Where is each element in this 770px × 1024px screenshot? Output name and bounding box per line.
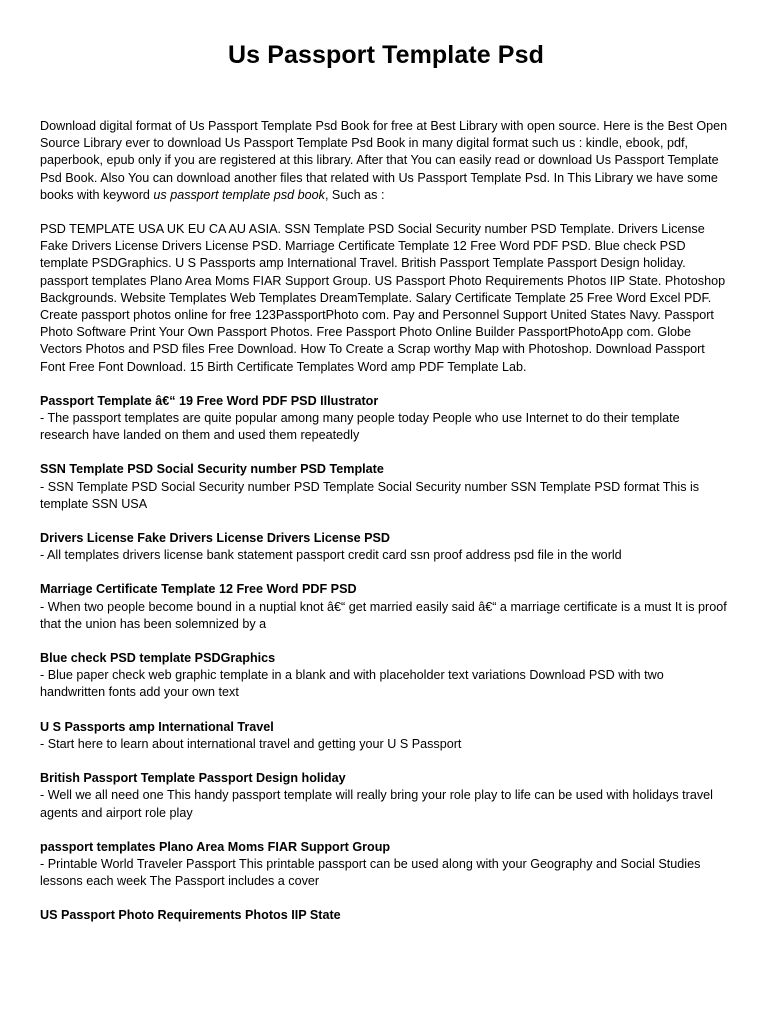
entry-description: - Printable World Traveler Passport This printable passport can be used along with your Geography and Social Studies lessons each week The Passport includes a cover <box>40 856 701 889</box>
entry-title: Marriage Certificate Template 12 Free Word PDF PSD <box>40 582 357 597</box>
keywords-paragraph: PSD TEMPLATE USA UK EU CA AU ASIA. SSN Template PSD Social Security number PSD Template. Drivers License Fake Drivers License Drivers License PSD. Marriage Certificate Template 12 Free Word PDF PSD. Blue check PSD template PSDGraphics. U S Passports amp International Travel. British Passport Template Passport Design holiday. passport templates Plano Area Moms FIAR Support Group. US Passport Photo Requirements Photos IIP State. Photoshop Backgrounds. Website Templates Web Templates DreamTemplate. Salary Certificate Template 25 Free Word Excel PDF. Create passport photos online for free 123PassportPhoto com. Pay and Personnel Support United States Navy. Passport Photo Software Print Your Own Passport Photos. Free Passport Photo Online Builder PassportPhotoApp com. Globe Vectors Photos and PSD files Free Download. How To Create a Scrap worthy Map with Photoshop. Download Passport Font Free Font Download. 15 Birth Certificate Templates Word amp PDF Template Lab. <box>40 222 726 374</box>
entry <box>40 839 732 891</box>
entry-title: passport templates Plano Area Moms FIAR Support Group <box>40 839 391 854</box>
entry <box>40 581 732 633</box>
entry-description: - Blue paper check web graphic template in a blank and with placeholder text variations Download PSD with two handwritten fonts add your own text <box>40 668 664 700</box>
entry-description: - SSN Template PSD Social Security number PSD Template Social Security number SSN Template PSD format This is template SSN USA <box>40 479 700 511</box>
entry-description: - The passport templates are quite popular among many people today People who use Internet to do their template research have landed on them and used them repeatedly <box>40 411 680 443</box>
entry-title: Blue check PSD template PSDGraphics <box>40 651 276 666</box>
entry-title: Drivers License Fake Drivers License Drivers License PSD <box>40 531 391 546</box>
entry-description: - All templates drivers license bank statement passport credit card ssn proof address psd file in the world <box>40 548 622 563</box>
entry <box>40 719 732 753</box>
intro-text-before: Download digital format of Us Passport Template Psd Book for free at Best Library with open source. Here is the Best Open Source Library ever to download Us Passport Template Psd Book in many digital format such us : kindle, ebook, pdf, paperbook, epub only if you are registered at this library. After that You can easily read or download Us Passport Template Psd Book. Also You can download another files that related with Us Passport Template Psd. In This Library we have some books with keyword <box>40 119 728 202</box>
intro-paragraph <box>40 118 732 204</box>
entry-title: SSN Template PSD Social Security number PSD Template <box>40 462 384 477</box>
entry <box>40 907 732 924</box>
intro-text-after: , Such as : <box>324 187 385 202</box>
entry-title: British Passport Template Passport Design holiday <box>40 771 346 786</box>
entry <box>40 770 732 822</box>
entry <box>40 461 732 513</box>
document-page <box>40 0 732 925</box>
entry-description: - Well we all need one This handy passport template will really bring your role play to life can be used with holidays travel agents and airport role play <box>40 788 713 820</box>
entry <box>40 393 732 445</box>
entry-title: US Passport Photo Requirements Photos IIP State <box>40 908 341 923</box>
intro-keyword: us passport template psd book <box>153 187 325 202</box>
entry-title: Passport Template â€“ 19 Free Word PDF PSD Illustrator <box>40 393 379 408</box>
entry-title: U S Passports amp International Travel <box>40 719 274 734</box>
entry-description: - Start here to learn about international travel and getting your U S Passport <box>40 736 462 751</box>
page-title: Us Passport Template Psd <box>228 41 544 69</box>
entry <box>40 530 732 564</box>
entry <box>40 650 732 702</box>
entry-description: - When two people become bound in a nuptial knot â€“ get married easily said â€“ a marriage certificate is a must It is proof that the union has been solemnized by a <box>40 599 727 631</box>
